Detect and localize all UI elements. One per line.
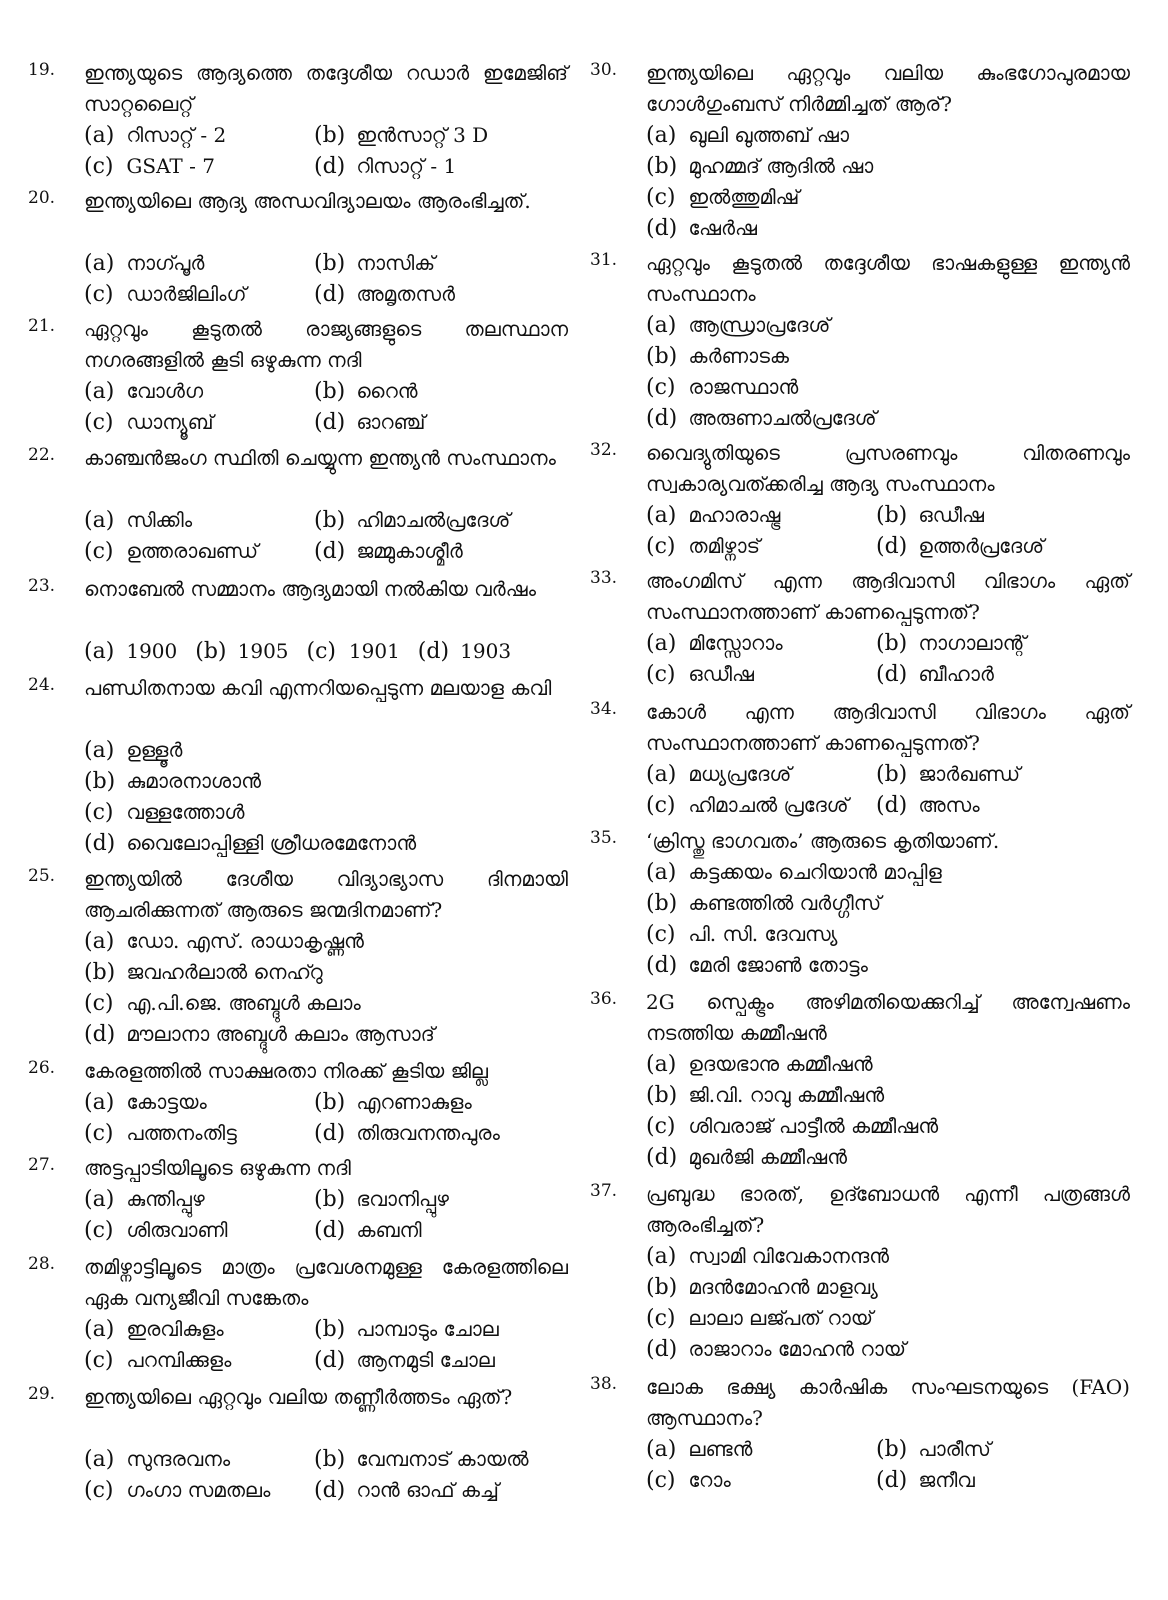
option-a: (a) ലണ്ടൻ xyxy=(646,1437,753,1462)
question-text: ഇന്ത്യയുടെ ആദ്യത്തെ തദ്ദേശീയ റഡാർ ഇമേജിങ് സാറ്റലൈറ്റ് xyxy=(84,61,568,116)
option-a: (a) വോൾഗ xyxy=(84,379,204,404)
question-text: ഏറ്റവും കൂടുതൽ രാജ്യങ്ങളുടെ തലസ്ഥാന നഗരങ്ങളിൽ കൂടി ഒഴുകുന്ന നദി xyxy=(84,317,568,372)
question-text: ഇന്ത്യയിൽ ദേശീയ വിദ്യാഭ്യാസ ദിനമായി ആചരിക്കുന്നത് ആരുടെ ജന്മദിനമാണ്? xyxy=(84,867,568,922)
option-a: (a) റിസാറ്റ് - 2 xyxy=(84,123,227,148)
option-b: (b) നാസിക് xyxy=(314,251,436,276)
option-d: (d) വൈലോപ്പിള്ളി ശ്രീധരമേനോൻ xyxy=(84,831,417,856)
option-d: (d) തിരുവനന്തപുരം xyxy=(314,1121,500,1146)
option-d: (d) ആനമുടി ചോല xyxy=(314,1348,495,1373)
option-c: (c) GSAT - 7 xyxy=(84,154,215,179)
question-text: ഇന്ത്യയിലെ ആദ്യ അന്ധവിദ്യാലയം ആരംഭിച്ചത്. xyxy=(84,189,531,213)
option-c: (c) ഗംഗാ സമതലം xyxy=(84,1478,271,1503)
options xyxy=(646,1049,1130,1173)
options xyxy=(84,735,568,859)
question-text: കേരളത്തിൽ സാക്ഷരതാ നിരക്ക് കൂടിയ ജില്ല xyxy=(84,1059,489,1083)
options xyxy=(84,505,568,567)
options xyxy=(84,248,568,310)
option-a: (a) സുന്ദരവനം xyxy=(84,1447,231,1472)
options xyxy=(646,759,1130,821)
option-a: (a) ഉള്ളൂർ xyxy=(84,738,183,763)
option-c: (c) തമിഴ്നാട് xyxy=(646,534,761,559)
options xyxy=(646,628,1130,690)
question-text: 2G സ്പെക്ട്രം അഴിമതിയെക്കുറിച്ച് അന്വേഷണം നടത്തിയ കമ്മീഷൻ xyxy=(646,990,1130,1045)
question-text: വൈദ്യുതിയുടെ പ്രസരണവും വിതരണവും സ്വകാര്യവത്ക്കരിച്ച ആദ്യ സംസ്ഥാനം xyxy=(646,441,1130,496)
question-text: ഇന്ത്യയിലെ ഏറ്റവും വലിയ തണ്ണീർത്തടം ഏത്? xyxy=(84,1385,513,1409)
option-a: (a) മധ്യപ്രദേശ് xyxy=(646,762,792,787)
option-c: (c) ഹിമാചൽ പ്രദേശ് xyxy=(646,793,849,818)
options xyxy=(646,1241,1130,1365)
option-c: (c) 1901 xyxy=(306,639,400,664)
options xyxy=(84,1184,568,1246)
option-b: (b) ജാർഖണ്ഡ് xyxy=(876,762,1021,787)
question-text: പണ്ഡിതനായ കവി എന്നറിയപ്പെടുന്ന മലയാള കവി xyxy=(84,676,552,700)
option-d: (d) ജമ്മുകാശ്മീർ xyxy=(314,539,463,564)
option-a: (a) ഡോ. എസ്. രാധാകൃഷ്ണൻ xyxy=(84,929,364,954)
options xyxy=(646,310,1130,434)
question-text: ‘ക്രിസ്തു ഭാഗവതം’ ആരുടെ കൃതിയാണ്. xyxy=(646,829,1000,853)
option-c: (c) ശിരുവാണി xyxy=(84,1218,228,1243)
option-a: (a) സ്വാമി വിവേകാനന്ദൻ xyxy=(646,1244,890,1269)
option-c: (c) എ.പി.ജെ. അബ്ദുൾ കലാം xyxy=(84,991,361,1016)
options xyxy=(84,1444,568,1506)
option-c: (c) ഡാർജിലിംഗ് xyxy=(84,282,247,307)
question-number: 27. xyxy=(28,1155,56,1175)
option-b: (b) കുമാരനാശാൻ xyxy=(84,769,261,794)
option-a: (a) മിസ്സോറാം xyxy=(646,631,783,656)
option-d: (d) ഷേർഷ xyxy=(646,216,757,241)
option-a: (a) 1900 xyxy=(84,639,178,664)
question-number: 35. xyxy=(590,828,618,848)
question-text: കാഞ്ചൻജംഗ സ്ഥിതി ചെയ്യുന്ന ഇന്ത്യൻ സംസ്ഥാനം xyxy=(84,446,556,470)
option-d: (d) മൗലാനാ അബ്ദുൾ കലാം ആസാദ് xyxy=(84,1022,435,1047)
option-a: (a) ഉദയഭാനു കമ്മീഷൻ xyxy=(646,1052,873,1077)
option-b: (b) എറണാകുളം xyxy=(314,1090,472,1115)
option-b: (b) കർണാടക xyxy=(646,344,789,369)
question-number: 36. xyxy=(590,989,618,1009)
option-b: (b) നാഗാലാന്റ് xyxy=(876,631,1027,656)
option-c: (c) ശിവരാജ് പാട്ടീൽ കമ്മീഷൻ xyxy=(646,1114,939,1139)
question-number: 31. xyxy=(590,250,618,270)
option-d: (d) ഉത്തർപ്രദേശ് xyxy=(876,534,1045,559)
option-b: (b) കണ്ടത്തിൽ വർഗ്ഗീസ് xyxy=(646,891,882,916)
options xyxy=(84,636,568,667)
option-c: (c) ഇൽത്തുമിഷ് xyxy=(646,185,800,210)
option-c: (c) പറമ്പിക്കുളം xyxy=(84,1348,232,1373)
question-text: അട്ടപ്പാടിയിലൂടെ ഒഴുകുന്ന നദി xyxy=(84,1156,351,1180)
option-a: (a) കോട്ടയം xyxy=(84,1090,207,1115)
option-d: (d) റാൻ ഓഫ് കച്ച് xyxy=(314,1478,499,1503)
question-text: ഏറ്റവും കൂടുതൽ തദ്ദേശീയ ഭാഷകളുള്ള ഇന്ത്യൻ സംസ്ഥാനം xyxy=(646,251,1130,306)
option-b: (b) ഇൻസാറ്റ് 3 D xyxy=(314,123,489,148)
question-number: 33. xyxy=(590,568,618,588)
options xyxy=(84,376,568,438)
option-b: (b) ഭവാനിപ്പുഴ xyxy=(314,1187,449,1212)
question-number: 29. xyxy=(28,1384,56,1404)
question-number: 30. xyxy=(590,60,618,80)
question-number: 25. xyxy=(28,866,56,886)
question-text: ലോക ഭക്ഷ്യ കാർഷിക സംഘടനയുടെ (FAO) ആസ്ഥാനം? xyxy=(646,1375,1130,1430)
question-number: 26. xyxy=(28,1058,56,1078)
option-b: (b) റൈൻ xyxy=(314,379,418,404)
option-a: (a) കട്ടക്കയം ചെറിയാൻ മാപ്പിള xyxy=(646,860,942,885)
question-number: 21. xyxy=(28,316,56,336)
options xyxy=(646,857,1130,981)
option-b: (b) വേമ്പനാട് കായൽ xyxy=(314,1447,529,1472)
option-b: (b) പാരീസ് xyxy=(876,1437,991,1462)
question-text: ഇന്ത്യയിലെ ഏറ്റവും വലിയ കുംഭഗോപുരമായ ഗോൾഗുംബസ് നിർമ്മിച്ചത് ആര്? xyxy=(646,61,1130,116)
options xyxy=(84,926,568,1050)
option-a: (a) നാഗ്പൂർ xyxy=(84,251,205,276)
option-d: (d) അരുണാചൽപ്രദേശ് xyxy=(646,406,877,431)
options xyxy=(646,500,1130,562)
option-b: (b) ജി.വി. റാവു കമ്മീഷൻ xyxy=(646,1083,885,1108)
option-d: (d) കബനി xyxy=(314,1218,422,1243)
option-d: (d) ജനീവ xyxy=(876,1468,975,1493)
option-d: (d) ഓറഞ്ച് xyxy=(314,410,426,435)
option-a: (a) സിക്കിം xyxy=(84,508,193,533)
option-d: (d) ബീഹാർ xyxy=(876,662,994,687)
question-number: 37. xyxy=(590,1181,618,1201)
option-a: (a) ഇരവികുളം xyxy=(84,1317,224,1342)
option-c: (c) വള്ളത്തോൾ xyxy=(84,800,245,825)
option-c: (c) പി. സി. ദേവസ്യ xyxy=(646,922,838,947)
option-b: (b) മുഹമ്മദ് ആദിൽ ഷാ xyxy=(646,154,874,179)
options xyxy=(84,1087,568,1149)
question-number: 28. xyxy=(28,1254,56,1274)
question-number: 23. xyxy=(28,576,56,596)
question-number: 38. xyxy=(590,1374,618,1394)
question-number: 34. xyxy=(590,699,618,719)
question-text: പ്രബുദ്ധ ഭാരത്, ഉദ്ബോധൻ എന്നീ പത്രങ്ങൾ ആരംഭിച്ചത്? xyxy=(646,1182,1130,1237)
question-text: അംഗമിസ് എന്ന ആദിവാസി വിഭാഗം ഏത് സംസ്ഥാനത്താണ് കാണപ്പെടുന്നത്? xyxy=(646,569,1130,624)
option-d: (d) റിസാറ്റ് - 1 xyxy=(314,154,457,179)
option-b: (b) ജവഹർലാൽ നെഹ്റു xyxy=(84,960,323,985)
question-text: കോൾ എന്ന ആദിവാസി വിഭാഗം ഏത് സംസ്ഥാനത്താണ് കാണപ്പെടുന്നത്? xyxy=(646,700,1130,755)
option-d: (d) രാജാറാം മോഹൻ റായ് xyxy=(646,1337,906,1362)
option-a: (a) കുന്തിപ്പുഴ xyxy=(84,1187,205,1212)
option-b: (b) ഹിമാചൽപ്രദേശ് xyxy=(314,508,511,533)
question-text: നൊബേൽ സമ്മാനം ആദ്യമായി നൽകിയ വർഷം xyxy=(84,577,536,601)
options xyxy=(646,120,1130,244)
option-b: (b) 1905 xyxy=(195,639,289,664)
option-d: (d) അമൃതസർ xyxy=(314,282,455,307)
option-b: (b) ഒഡീഷ xyxy=(876,503,984,528)
question-number: 32. xyxy=(590,440,618,460)
option-c: (c) ഡാന്യൂബ് xyxy=(84,410,214,435)
question-number: 24. xyxy=(28,675,56,695)
option-d: (d) മേരി ജോൺ തോട്ടം xyxy=(646,953,868,978)
option-c: (c) രാജസ്ഥാൻ xyxy=(646,375,799,400)
option-d: (d) മുഖർജി കമ്മീഷൻ xyxy=(646,1145,847,1170)
question-number: 22. xyxy=(28,445,56,465)
option-d: (d) 1903 xyxy=(417,639,512,664)
option-c: (c) ലാലാ ലജ്പത് റായ് xyxy=(646,1306,874,1331)
option-a: (a) ആന്ധ്രാപ്രദേശ് xyxy=(646,313,831,338)
option-a: (a) മഹാരാഷ്ട്ര xyxy=(646,503,781,528)
options xyxy=(84,120,568,182)
option-c: (c) റോം xyxy=(646,1468,731,1493)
option-a: (a) ഖുലി ഖുത്തബ് ഷാ xyxy=(646,123,849,148)
options xyxy=(646,1434,1130,1496)
option-c: (c) പത്തനംതിട്ട xyxy=(84,1121,237,1146)
option-c: (c) ഒഡീഷ xyxy=(646,662,754,687)
option-b: (b) പാമ്പാടും ചോല xyxy=(314,1317,499,1342)
question-text: തമിഴ്നാട്ടിലൂടെ മാത്രം പ്രവേശനമുള്ള കേരളത്തിലെ ഏക വന്യജീവി സങ്കേതം xyxy=(84,1255,568,1310)
question-number: 19. xyxy=(28,60,56,80)
question-number: 20. xyxy=(28,188,56,208)
option-c: (c) ഉത്തരാഖണ്ഡ് xyxy=(84,539,259,564)
options xyxy=(84,1314,568,1376)
option-b: (b) മദൻമോഹൻ മാളവ്യ xyxy=(646,1275,878,1300)
option-d: (d) അസം xyxy=(876,793,980,818)
